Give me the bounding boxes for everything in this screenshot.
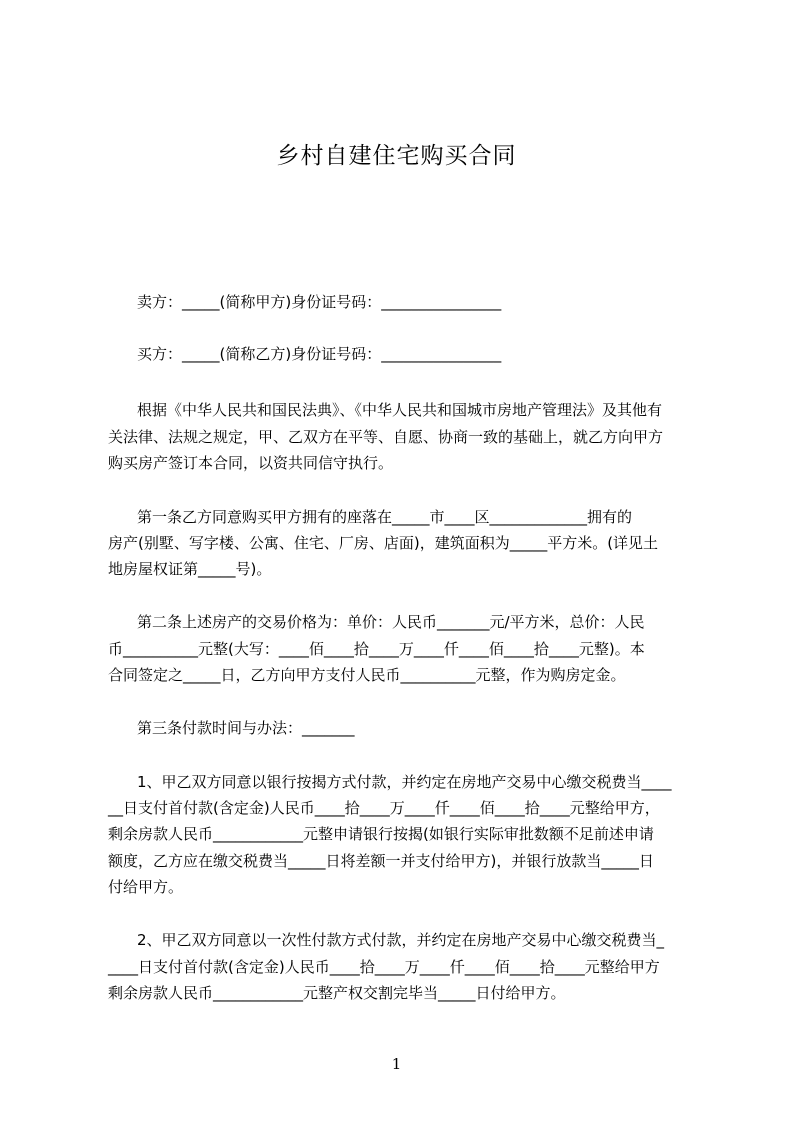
article-2-line-2: 币__________元整(大写：____佰____拾____万____仟____佰____拾____元整)。本 xyxy=(108,640,645,658)
article-2-line-1: 第二条上述房产的交易价格为：单价：人民币_______元/平方米，总价：人民 xyxy=(137,613,645,631)
article-2-line-3: 合同签定之_____日，乙方向甲方支付人民币__________元整，作为购房定金。 xyxy=(108,666,626,684)
clause-1-line-3: 剩余房款人民币____________元整申请银行按揭(如银行实际审批数额不足前述申请 xyxy=(108,825,654,843)
preamble-line-3: 购买房产签订本合同，以资共同信守执行。 xyxy=(108,454,394,472)
clause-1-line-2: __日支付首付款(含定金)人民币____拾____万____仟____佰____拾____元整给甲方， xyxy=(108,799,660,817)
clause-1-line-4: 额度，乙方应在缴交税费当_____日将差额一并支付给甲方)，并银行放款当_____日 xyxy=(108,852,654,870)
article-1-line-1: 第一条乙方同意购买甲方拥有的座落在_____市____区_____________拥有的 xyxy=(137,508,633,526)
clause-1-line-1: 1、甲乙双方同意以银行按揭方式付款，并约定在房地产交易中心缴交税费当____ xyxy=(137,773,672,791)
buyer-line: 买方：_____(简称乙方)身份证号码：________________ xyxy=(137,345,502,363)
clause-2-line-1: 2、甲乙双方同意以一次性付款方式付款，并约定在房地产交易中心缴交税费当_ xyxy=(137,931,665,949)
article-1-line-3: 地房屋权证第_____号)。 xyxy=(108,560,272,578)
seller-line: 卖方：_____(简称甲方)身份证号码：________________ xyxy=(137,293,502,311)
article-1-line-2: 房产(别墅、写字楼、公寓、住宅、厂房、店面)，建筑面积为_____平方米。(详见土 xyxy=(108,534,659,552)
clause-1-line-5: 付给甲方。 xyxy=(108,878,184,896)
clause-2-line-2: ____日支付首付款(含定金)人民币____拾____万____仟____佰____拾____元整给甲方 xyxy=(108,958,660,976)
clause-2-line-3: 剩余房款人民币____________元整产权交割完毕当_____日付给甲方。 xyxy=(108,984,566,1002)
article-3-heading: 第三条付款时间与办法：_______ xyxy=(137,719,355,737)
page-number: 1 xyxy=(391,1055,402,1073)
preamble-line-1: 根据《中华人民共和国民法典》、《中华人民共和国城市房地产管理法》及其他有 xyxy=(137,401,663,419)
document-title: 乡村自建住宅购买合同 xyxy=(276,143,517,169)
preamble-line-2: 关法律、法规之规定，甲、乙双方在平等、自愿、协商一致的基础上，就乙方向甲方 xyxy=(108,428,664,446)
